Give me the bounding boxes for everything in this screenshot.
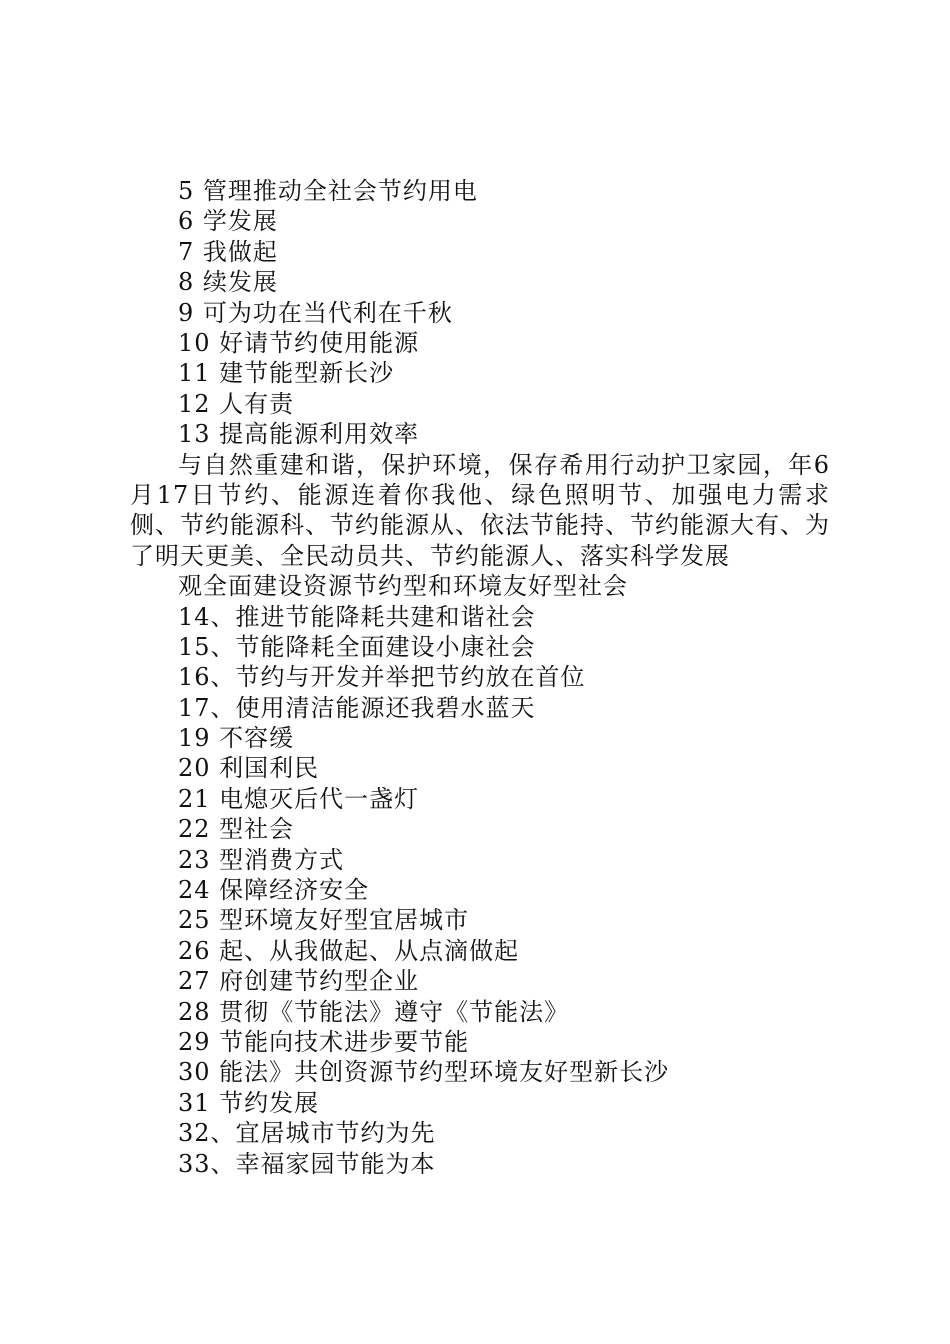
text-line: 6 学发展 [178,207,278,236]
text-line: 17、使用清洁能源还我碧水蓝天 [178,693,536,722]
text-line: 15、节能降耗全面建设小康社会 [178,632,536,661]
text-line: 8 续发展 [178,268,278,297]
text-line: 19 不容缓 [178,724,295,753]
text-line: 14、推进节能降耗共建和谐社会 [178,602,536,631]
text-line: 27 府创建节约型企业 [178,967,420,996]
document-body [130,176,830,1179]
text-line: 16、节约与开发并举把节约放在首位 [178,663,586,692]
text-line: 24 保障经济安全 [178,876,370,905]
text-line: 29 节能向技术进步要节能 [178,1028,470,1056]
text-line: 31 节约发展 [178,1088,320,1117]
text-line: 22 型社会 [178,815,295,844]
text-line: 26 起、从我做起、从点滴做起 [178,936,520,965]
text-line: 23 型消费方式 [178,845,345,874]
text-line: 10 好请节约使用能源 [178,328,420,357]
body-paragraph: 与自然重建和谐，保护环境，保存希用行动护卫家园，年6月17日节约、能源连着你我他、绿色照明节、加强电力需求侧、节约能源科、节约能源从、依法节能持、节约能源大有、为了明天更美、全民动员共、节约能源人、落实科学发展 [130,450,830,570]
text-line: 20 利国利民 [178,754,320,783]
text-line: 7 我做起 [178,237,278,266]
text-line: 13 提高能源利用效率 [178,420,420,449]
text-line: 5 管理推动全社会节约用电 [178,177,478,205]
text-line: 33、幸福家园节能为本 [178,1149,436,1178]
text-line: 9 可为功在当代利在千秋 [178,298,453,327]
text-line: 21 电熄灭后代一盏灯 [178,784,420,813]
text-line: 11 建节能型新长沙 [178,359,395,388]
text-line: 25 型环境友好型宜居城市 [178,906,470,935]
text-line: 28 贯彻《节能法》遵守《节能法》 [178,997,570,1026]
text-line: 观全面建设资源节约型和环境友好型社会 [178,572,628,601]
text-line: 12 人有责 [178,389,295,418]
text-line: 30 能法》共创资源节约型环境友好型新长沙 [178,1058,670,1087]
text-line: 32、宜居城市节约为先 [178,1119,436,1148]
